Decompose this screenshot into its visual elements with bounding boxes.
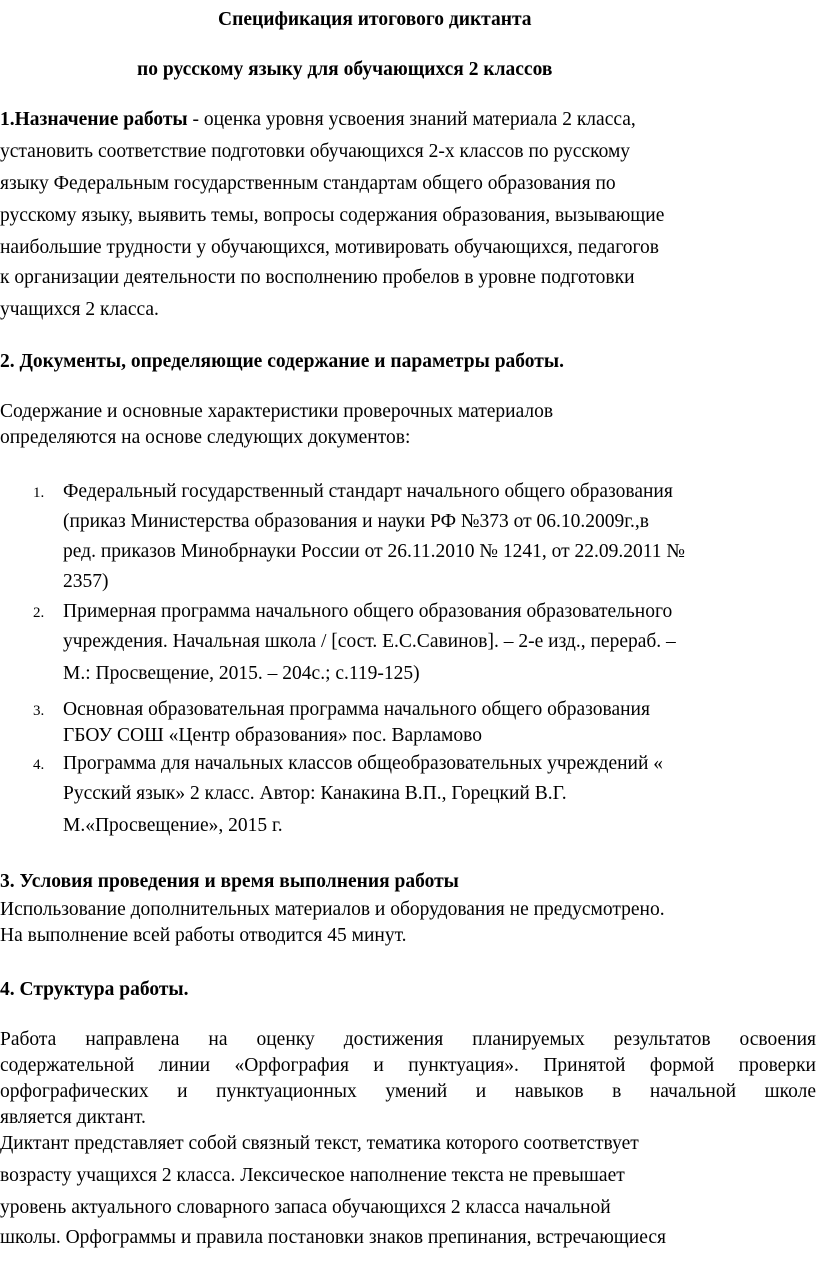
list-item-4-line-0: Программа для начальных классов общеобразовательных учреждений « xyxy=(63,753,664,774)
list-item-1-line-1: (приказ Министерства образования и науки РФ №373 от 06.10.2009г.,в xyxy=(63,511,650,532)
section1-line-6: учащихся 2 класса. xyxy=(0,299,159,320)
section4-line-4: школы. Орфограммы и правила постановки знаков препинания, встречающиеся xyxy=(0,1227,666,1248)
list-item-1-line-0: Федеральный государственный стандарт начального общего образования xyxy=(63,481,673,502)
section1-line-5: к организации деятельности по восполнению пробелов в уровне подготовки xyxy=(0,267,635,288)
section2-heading: 2. Документы, определяющие содержание и параметры работы. xyxy=(0,351,564,372)
section4-justified-0: Работа направлена на оценку достижения планируемых результатов освоения xyxy=(0,1029,816,1050)
title-line-2: по русскому языку для обучающихся 2 классов xyxy=(137,59,553,80)
section4-heading: 4. Структура работы. xyxy=(0,979,189,1000)
section3-line-1: На выполнение всей работы отводится 45 минут. xyxy=(0,925,407,946)
list-item-1-number: 1. xyxy=(33,485,45,501)
list-item-2-line-2: М.: Просвещение, 2015. – 204с.; с.119-125) xyxy=(63,663,420,684)
section4-line-1: Диктант представляет собой связный текст, тематика которого соответствует xyxy=(0,1133,639,1154)
section1-first-line xyxy=(0,108,636,132)
title-line-1: Спецификация итогового диктанта xyxy=(218,9,532,30)
list-item-2-number: 2. xyxy=(33,605,45,621)
section1-heading: 1.Назначение работы xyxy=(0,109,188,130)
list-item-4-line-1: Русский язык» 2 класс. Автор: Канакина В.П., Горецкий В.Г. xyxy=(63,783,567,804)
list-item-3-line-1: ГБОУ СОШ «Центр образования» пос. Варламово xyxy=(63,725,482,746)
section1-line-0: - оценка уровня усвоения знаний материала 2 класса, xyxy=(187,109,636,130)
list-item-3-number: 3. xyxy=(33,703,45,719)
list-item-4-line-2: М.«Просвещение», 2015 г. xyxy=(63,815,283,836)
section4-line-3: уровень актуального словарного запаса обучающихся 2 класса начальной xyxy=(0,1197,611,1218)
section2-intro-1: определяются на основе следующих документов: xyxy=(0,427,411,448)
list-item-1-line-2: ред. приказов Минобрнауки России от 26.11.2010 № 1241, от 22.09.2011 № xyxy=(63,541,686,562)
section2-intro-0: Содержание и основные характеристики проверочных материалов xyxy=(0,401,554,422)
section1-line-2: языку Федеральным государственным стандартам общего образования по xyxy=(0,173,616,194)
section3-heading: 3. Условия проведения и время выполнения работы xyxy=(0,871,459,892)
section1-line-4: наибольшие трудности у обучающихся, мотивировать обучающихся, педагогов xyxy=(0,237,659,258)
list-item-3-line-0: Основная образовательная программа начального общего образования xyxy=(63,699,650,720)
section4-line-0: является диктант. xyxy=(0,1107,146,1128)
list-item-1-line-3: 2357) xyxy=(63,571,109,592)
section3-line-0: Использование дополнительных материалов и оборудования не предусмотрено. xyxy=(0,899,665,920)
section4-justified-2: орфографических и пунктуационных умений и навыков в начальной школе xyxy=(0,1081,816,1102)
list-item-4-number: 4. xyxy=(33,757,45,773)
list-item-2-line-1: учреждения. Начальная школа / [сост. Е.С.Савинов]. – 2-е изд., перераб. – xyxy=(63,631,676,652)
section1-line-1: установить соответствие подготовки обучающихся 2-х классов по русскому xyxy=(0,141,631,162)
section1-line-3: русскому языку, выявить темы, вопросы содержания образования, вызывающие xyxy=(0,205,665,226)
section4-justified-1: содержательной линии «Орфография и пунктуация». Принятой формой проверки xyxy=(0,1055,816,1076)
list-item-2-line-0: Примерная программа начального общего образования образовательного xyxy=(63,601,673,622)
section4-line-2: возрасту учащихся 2 класса. Лексическое наполнение текста не превышает xyxy=(0,1165,625,1186)
